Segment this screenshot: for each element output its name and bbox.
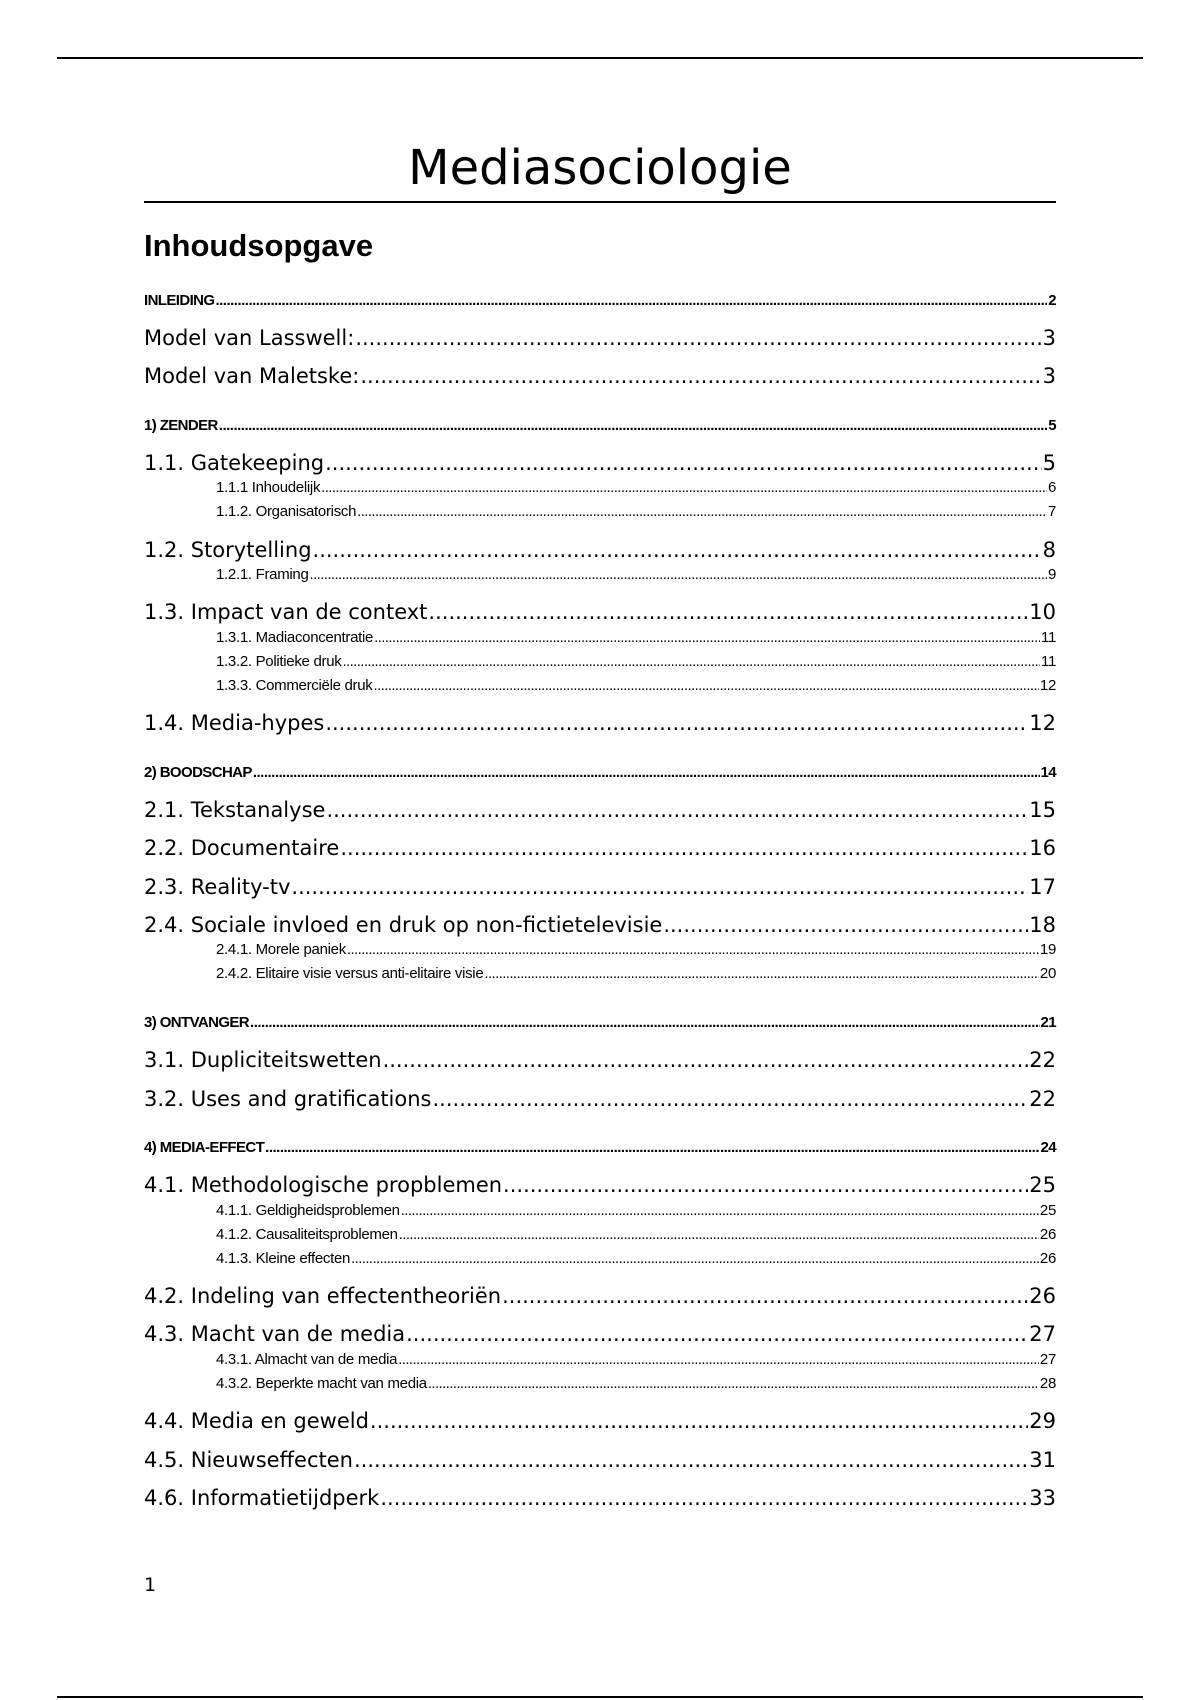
toc-entry[interactable] — [216, 1249, 1056, 1269]
toc-entry-label: 4.3. Macht van de media — [144, 1322, 406, 1346]
table-of-contents — [144, 0, 1056, 1700]
toc-entry-label: 1.1. Gatekeeping — [144, 451, 325, 475]
toc-leader-dots — [398, 1350, 1039, 1370]
toc-entry[interactable] — [216, 1374, 1056, 1394]
toc-entry[interactable] — [144, 1282, 1056, 1310]
toc-leader-dots — [374, 628, 1040, 648]
toc-entry-label: 3) ONTVANGER — [144, 1014, 250, 1031]
toc-entry-page: 14 — [1040, 764, 1056, 781]
toc-entry[interactable] — [216, 676, 1056, 696]
toc-entry-label: 1.2. Storytelling — [144, 538, 312, 562]
toc-entry-page: 22 — [1029, 1048, 1056, 1072]
toc-entry[interactable] — [144, 709, 1056, 737]
toc-entry-label: 3.1. Dupliciteitswetten — [144, 1048, 382, 1072]
toc-leader-dots — [265, 1138, 1039, 1158]
toc-entry[interactable] — [144, 1085, 1056, 1113]
toc-entry-label: 1.3.3. Commerciële druk — [216, 677, 373, 694]
toc-leader-dots — [374, 676, 1039, 696]
toc-entry-label: 1.1.1 Inhoudelijk — [216, 479, 321, 496]
toc-entry-label: 4.3.1. Almacht van de media — [216, 1351, 398, 1368]
toc-entry-label: 1.3.1. Madiaconcentratie — [216, 629, 374, 646]
toc-leader-dots — [357, 502, 1047, 522]
toc-entry-page: 26 — [1039, 1250, 1056, 1267]
toc-entry-label: 2.4.2. Elitaire visie versus anti-elitaire visie — [216, 965, 484, 982]
toc-entry[interactable] — [144, 536, 1056, 564]
toc-entry-label: 2.4. Sociale invloed en druk op non-fictietelevisie — [144, 913, 663, 937]
toc-entry[interactable] — [144, 911, 1056, 939]
toc-entry-page: 12 — [1039, 677, 1056, 694]
toc-entry-page: 26 — [1039, 1226, 1056, 1243]
toc-leader-dots — [428, 1374, 1039, 1394]
toc-entry-page: 16 — [1029, 836, 1056, 860]
toc-entry[interactable] — [216, 652, 1056, 672]
toc-entry-label: Model van Maletske: — [144, 364, 360, 388]
toc-entry-label: 4.1.1. Geldigheidsproblemen — [216, 1202, 400, 1219]
toc-leader-dots — [351, 1249, 1039, 1269]
toc-leader-dots — [313, 536, 1042, 564]
toc-leader-dots — [215, 291, 1047, 311]
toc-entry[interactable] — [144, 324, 1056, 352]
toc-entry-page: 8 — [1042, 538, 1056, 562]
toc-entry-page: 25 — [1039, 1202, 1056, 1219]
toc-entry-label: Model van Lasswell: — [144, 326, 355, 350]
footer-rule — [57, 1696, 1143, 1698]
toc-entry-page: 7 — [1047, 503, 1056, 520]
toc-entry[interactable] — [144, 416, 1056, 436]
toc-leader-dots — [360, 362, 1041, 390]
toc-leader-dots — [310, 565, 1047, 585]
toc-entry-page: 28 — [1039, 1375, 1056, 1392]
toc-leader-dots — [433, 1085, 1029, 1113]
toc-entry-page: 10 — [1029, 600, 1056, 624]
document-title: Mediasociologie — [408, 140, 792, 196]
toc-leader-dots — [502, 1282, 1028, 1310]
toc-entry[interactable] — [144, 598, 1056, 626]
toc-entry-label: 4.1. Methodologische propblemen — [144, 1173, 503, 1197]
toc-leader-dots — [325, 449, 1042, 477]
toc-entry-page: 2 — [1048, 292, 1056, 309]
toc-leader-dots — [250, 1013, 1039, 1033]
toc-entry-page: 25 — [1029, 1173, 1056, 1197]
toc-entry[interactable] — [216, 940, 1056, 960]
toc-entry-page: 3 — [1042, 326, 1056, 350]
toc-entry-label: 1.3.2. Politieke druk — [216, 653, 342, 670]
toc-entry-label: 1.3. Impact van de context — [144, 600, 428, 624]
toc-entry-label: 2.2. Documentaire — [144, 836, 340, 860]
toc-entry[interactable] — [144, 763, 1056, 783]
toc-entry-page: 33 — [1029, 1486, 1056, 1510]
toc-entry-label: INLEIDING — [144, 292, 215, 309]
toc-leader-dots — [219, 416, 1047, 436]
toc-entry-page: 31 — [1029, 1448, 1056, 1472]
toc-entry[interactable] — [216, 478, 1056, 498]
toc-entry[interactable] — [144, 362, 1056, 390]
toc-entry-label: 4.1.2. Causaliteitsproblemen — [216, 1226, 398, 1243]
toc-entry[interactable] — [144, 1484, 1056, 1512]
toc-leader-dots — [503, 1171, 1028, 1199]
toc-entry[interactable] — [216, 1201, 1056, 1221]
toc-leader-dots — [347, 940, 1039, 960]
toc-entry-page: 11 — [1041, 629, 1056, 646]
toc-entry-label: 4.5. Nieuwseffecten — [144, 1448, 353, 1472]
toc-leader-dots — [428, 598, 1028, 626]
page-number: 1 — [144, 1574, 157, 1596]
toc-entry-page: 18 — [1029, 913, 1056, 937]
toc-entry[interactable] — [144, 1013, 1056, 1033]
toc-entry-page: 26 — [1029, 1284, 1056, 1308]
toc-entry[interactable] — [216, 964, 1056, 984]
toc-entry[interactable] — [144, 873, 1056, 901]
toc-leader-dots — [321, 478, 1047, 498]
toc-leader-dots — [354, 1446, 1028, 1474]
toc-entry[interactable] — [216, 565, 1056, 585]
toc-entry-label: 4.3.2. Beperkte macht van media — [216, 1375, 427, 1392]
toc-leader-dots — [370, 1407, 1028, 1435]
toc-leader-dots — [401, 1201, 1039, 1221]
toc-entry-page: 24 — [1040, 1139, 1056, 1156]
toc-entry-page: 19 — [1039, 941, 1056, 958]
toc-entry-label: 1.1.2. Organisatorisch — [216, 503, 357, 520]
toc-entry-label: 4.2. Indeling van effectentheoriën — [144, 1284, 502, 1308]
toc-entry-page: 21 — [1040, 1014, 1056, 1031]
toc-entry-label: 1) ZENDER — [144, 417, 218, 434]
toc-entry[interactable] — [144, 1138, 1056, 1158]
toc-entry-label: 4.1.3. Kleine effecten — [216, 1250, 351, 1267]
toc-entry-label: 3.2. Uses and gratifications — [144, 1087, 432, 1111]
toc-leader-dots — [399, 1225, 1039, 1245]
toc-entry-label: 2) BOODSCHAP — [144, 764, 252, 781]
toc-heading: Inhoudsopgave — [144, 228, 374, 263]
toc-entry[interactable] — [216, 1225, 1056, 1245]
toc-entry[interactable] — [144, 834, 1056, 862]
toc-entry-page: 22 — [1029, 1087, 1056, 1111]
toc-entry[interactable] — [144, 796, 1056, 824]
toc-leader-dots — [253, 763, 1040, 783]
toc-entry-label: 2.1. Tekstanalyse — [144, 798, 326, 822]
toc-entry-label: 4.4. Media en geweld — [144, 1409, 369, 1433]
toc-entry-page: 11 — [1041, 653, 1056, 670]
toc-entry-page: 27 — [1039, 1351, 1056, 1368]
toc-leader-dots — [380, 1484, 1028, 1512]
toc-entry-label: 1.4. Media-hypes — [144, 711, 325, 735]
toc-entry-page: 27 — [1029, 1322, 1056, 1346]
toc-entry[interactable] — [216, 628, 1056, 648]
toc-entry[interactable] — [144, 1446, 1056, 1474]
toc-leader-dots — [355, 324, 1041, 352]
toc-entry-page: 5 — [1048, 417, 1056, 434]
toc-entry-label: 1.2.1. Framing — [216, 566, 309, 583]
toc-entry[interactable] — [216, 1350, 1056, 1370]
toc-entry[interactable] — [144, 1407, 1056, 1435]
toc-leader-dots — [663, 911, 1028, 939]
toc-entry-page: 20 — [1039, 965, 1056, 982]
toc-entry-label: 2.3. Reality-tv — [144, 875, 291, 899]
toc-leader-dots — [325, 709, 1028, 737]
toc-entry-page: 29 — [1029, 1409, 1056, 1433]
toc-leader-dots — [340, 834, 1028, 862]
toc-leader-dots — [406, 1320, 1028, 1348]
toc-entry[interactable] — [144, 291, 1056, 311]
toc-entry[interactable] — [144, 1046, 1056, 1074]
toc-entry-page: 9 — [1047, 566, 1056, 583]
toc-leader-dots — [484, 964, 1039, 984]
toc-entry[interactable] — [216, 502, 1056, 522]
toc-entry-page: 17 — [1029, 875, 1056, 899]
toc-entry-page: 6 — [1047, 479, 1056, 496]
toc-entry[interactable] — [144, 1171, 1056, 1199]
toc-entry-page: 5 — [1042, 451, 1056, 475]
toc-entry-page: 3 — [1042, 364, 1056, 388]
toc-entry-label: 4.6. Informatietijdperk — [144, 1486, 380, 1510]
toc-leader-dots — [326, 796, 1028, 824]
toc-leader-dots — [342, 652, 1040, 672]
toc-entry-label: 4) MEDIA-EFFECT — [144, 1139, 265, 1156]
toc-entry-page: 12 — [1029, 711, 1056, 735]
toc-entry[interactable] — [144, 1320, 1056, 1348]
toc-entry-label: 2.4.1. Morele paniek — [216, 941, 346, 958]
toc-leader-dots — [291, 873, 1028, 901]
toc-leader-dots — [383, 1046, 1029, 1074]
toc-entry[interactable] — [144, 449, 1056, 477]
toc-entry-page: 15 — [1029, 798, 1056, 822]
